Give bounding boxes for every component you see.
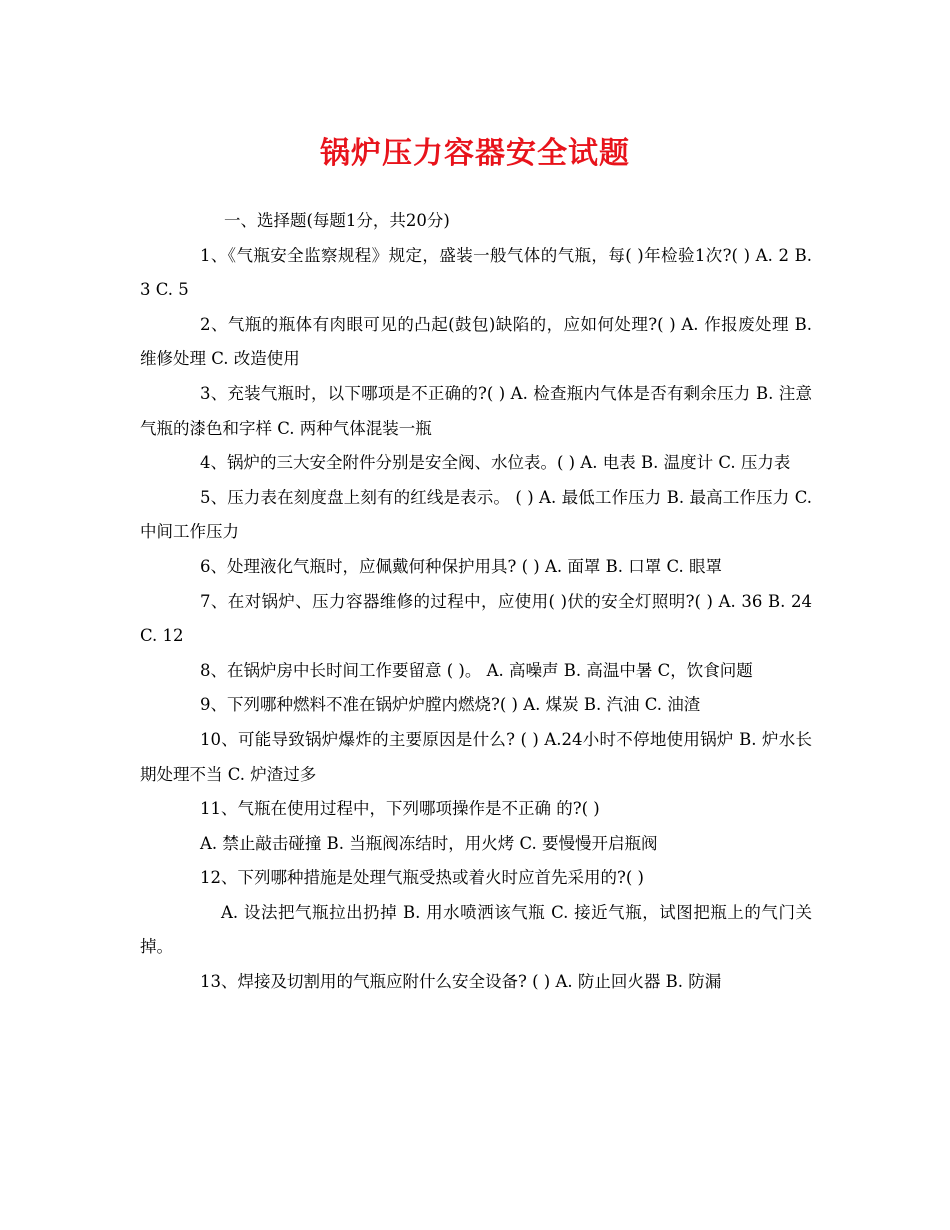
question-12: 12、下列哪种措施是处理气瓶受热或着火时应首先采用的?( ) (200, 868, 644, 888)
question-13: 13、焊接及切割用的气瓶应附什么安全设备? ( ) A. 防止回火器 B. 防漏 (200, 972, 722, 992)
question-12-options: A. 设法把气瓶拉出扔掉 B. 用水喷洒该气瓶 C. 接近气瓶，试图把瓶上的气门关掉。 (140, 902, 812, 957)
document-body (140, 204, 812, 1000)
question-11: 11、气瓶在使用过程中，下列哪项操作是不正确 的?( ) (200, 799, 600, 819)
question-4: 4、锅炉的三大安全附件分别是安全阀、水位表。( ) A. 电表 B. 温度计 C. 压力表 (200, 453, 791, 473)
question-2: 2、气瓶的瓶体有肉眼可见的凸起(鼓包)缺陷的，应如何处理?( ) A. 作报废处理 B. 维修处理 C. 改造使用 (140, 314, 812, 369)
question-9: 9、下列哪种燃料不准在锅炉炉膛内燃烧?( ) A. 煤炭 B. 汽油 C. 油渣 (200, 695, 701, 715)
question-10: 10、可能导致锅炉爆炸的主要原因是什么? ( ) A.24小时不停地使用锅炉 B. 炉水长期处理不当 C. 炉渣过多 (140, 729, 812, 784)
question-8: 8、在锅炉房中长时间工作要留意 ( )。 A. 高噪声 B. 高温中暑 C，饮食问题 (200, 660, 753, 680)
section-heading: 一、选择题(每题1分，共20分) (224, 211, 450, 230)
question-5: 5、压力表在刻度盘上刻有的红线是表示。 ( ) A. 最低工作压力 B. 最高工作压力 C. 中间工作压力 (140, 487, 812, 542)
question-1: 1、《气瓶安全监察规程》规定，盛装一般气体的气瓶，每( )年检验1次?( ) A. 2 B. 3 C. 5 (140, 245, 812, 300)
question-11-options: A. 禁止敲击碰撞 B. 当瓶阀冻结时，用火烤 C. 要慢慢开启瓶阀 (200, 833, 658, 853)
page-title: 锅炉压力容器安全试题 (320, 136, 630, 171)
question-6: 6、处理液化气瓶时，应佩戴何种保护用具? ( ) A. 面罩 B. 口罩 C. 眼罩 (200, 556, 722, 576)
question-3: 3、充装气瓶时，以下哪项是不正确的?( ) A. 检查瓶内气体是否有剩余压力 B. 注意气瓶的漆色和字样 C. 两种气体混装一瓶 (140, 383, 812, 438)
question-7: 7、在对锅炉、压力容器维修的过程中，应使用( )伏的安全灯照明?( ) A. 36 B. 24 C. 12 (140, 591, 812, 646)
